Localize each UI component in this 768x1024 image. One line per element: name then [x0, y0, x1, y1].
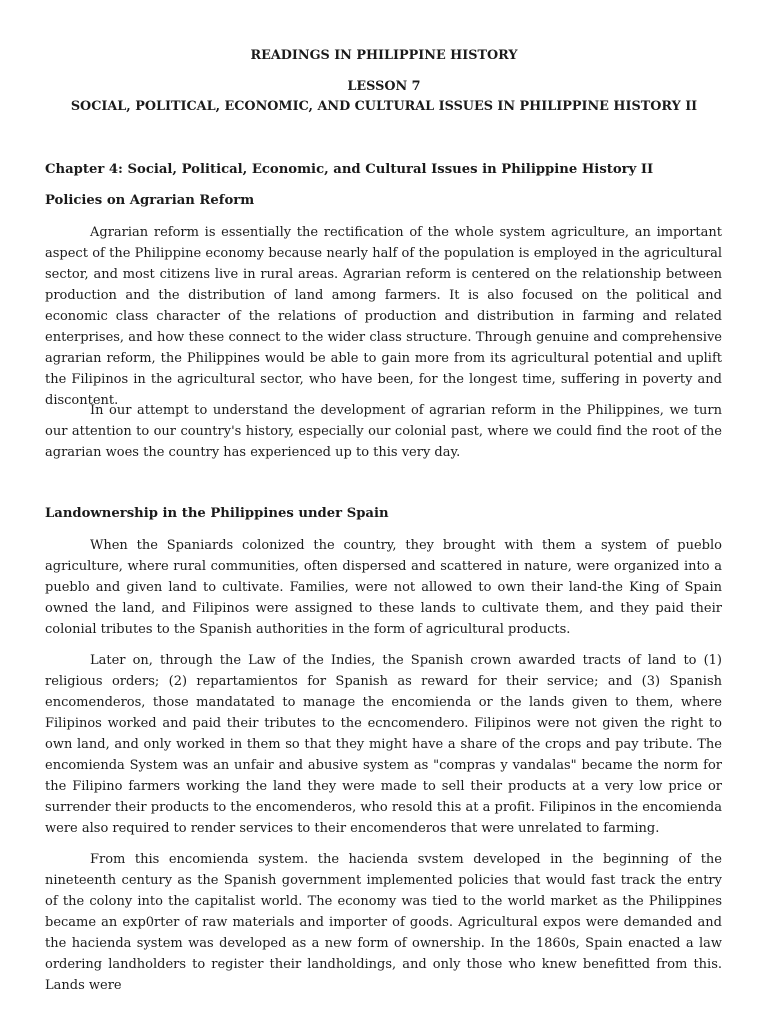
- chapter-title: Chapter 4: Social, Political, Economic, and Cultural Issues in Philippine History II: [45, 162, 654, 177]
- course-title: READINGS IN PHILIPPINE HISTORY: [250, 48, 518, 63]
- section-heading-agrarian-reform: Policies on Agrarian Reform: [45, 193, 255, 208]
- section-heading-landownership-spain: Landownership in the Philippines under Spain: [45, 506, 389, 521]
- paragraph-landownership-1: When the Spaniards colonized the country, they brought with them a system of pueblo agriculture, where rural communities, often dispersed and scattered in nature, were organized into a pueblo and given land to cultivate. Families, were not allowed to own their land-the King of Spain owned the land, and Filipinos were assigned to these lands to cultivate them, and they paid their colonial tributes to the Spanish authorities in the form of agricultural products.: [45, 538, 722, 637]
- paragraph-landownership-3: From this encomienda system. the hacienda svstem developed in the beginning of the nineteenth century as the Spanish government implemented policies that would fast track the entry of the colony into the capitalist world. The economy was tied to the world market as the Philippines became an exp0rter of raw materials and importer of goods. Agricultural expos were demanded and the hacienda system was developed as a new form of ownership. In the 1860s, Spain enacted a law ordering landholders to register their landholdings, and only those who knew benefitted from this. Lands were: [45, 852, 722, 993]
- paragraph-landownership-2: Later on, through the Law of the Indies, the Spanish crown awarded tracts of land to (1) religious orders; (2) repartamientos for Spanish as reward for their service; and (3) Spanish encomenderos, those mandatated to manage the encomienda or the lands given to them, where Filipinos worked and paid their tributes to the ecncomendero. Filipinos were not given the right to own land, and only worked in them so that they might have a share of the crops and pay tribute. The encomienda System was an unfair and abusive system as "compras y vandalas" became the norm for the Filipino farmers working the land they were made to sell their products at a very low price or surrender their products to the encomenderos, who resold this at a profit. Filipinos in the encomienda were also required to render services to their encomenderos that were unrelated to farming.: [45, 653, 722, 836]
- lesson-title: SOCIAL, POLITICAL, ECONOMIC, AND CULTURAL ISSUES IN PHILIPPINE HISTORY II: [70, 99, 698, 114]
- lesson-number: LESSON 7: [347, 79, 421, 94]
- paragraph-agrarian-reform-2: In our attempt to understand the development of agrarian reform in the Philippines, we turn our attention to our country's history, especially our colonial past, where we could find the root of the agrarian woes the country has experienced up to this very day.: [45, 403, 722, 460]
- paragraph-agrarian-reform-1: Agrarian reform is essentially the rectification of the whole system agriculture, an important aspect of the Philippine economy because nearly half of the population is employed in the agricultural sector, and most citizens live in rural areas. Agrarian reform is centered on the relationship between production and the distribution of land among farmers. It is also focused on the political and economic class character of the relations of production and distribution in farming and related enterprises, and how these connect to the wider class structure. Through genuine and comprehensive agrarian reform, the Philippines would be able to gain more from its agricultural potential and uplift the Filipinos in the agricultural sector, who have been, for the longest time, suffering in poverty and discontent.: [45, 225, 722, 408]
